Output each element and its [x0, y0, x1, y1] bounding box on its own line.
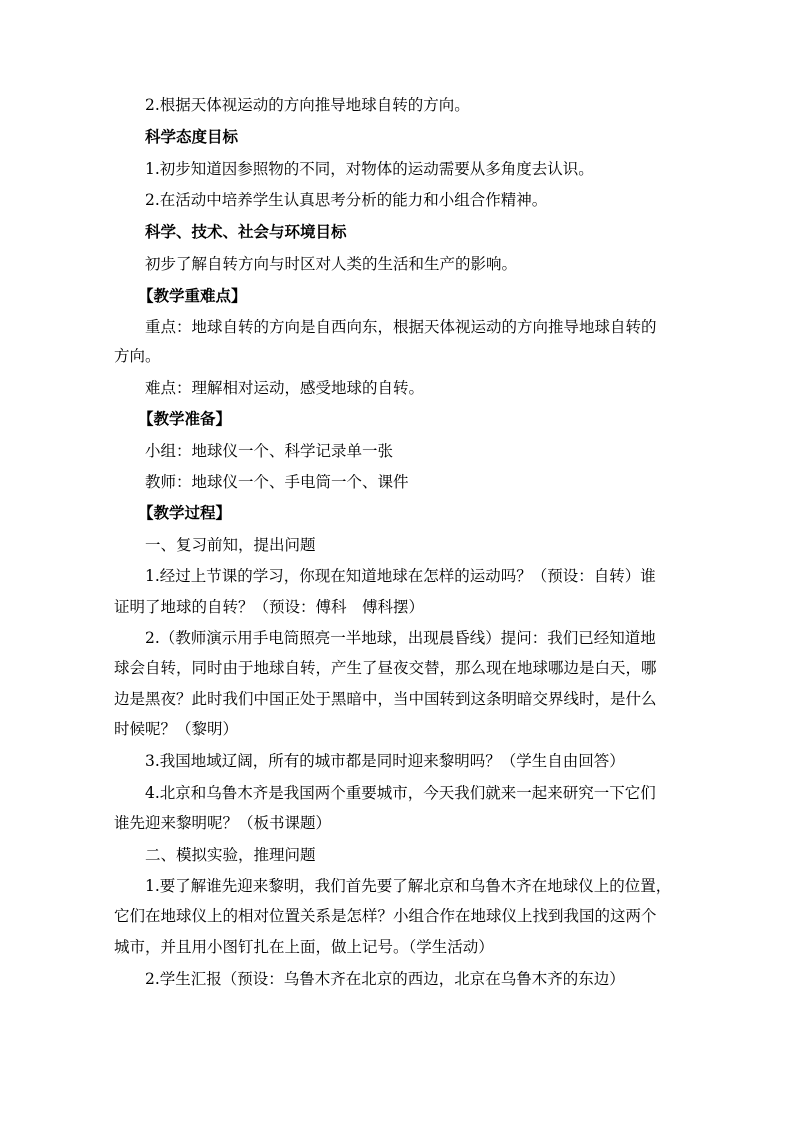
body-text: 谁先迎来黎明呢？（板书课题） — [114, 814, 332, 832]
body-text: 3.我国地域辽阔，所有的城市都是同时迎来黎明吗？（学生自由回答） — [145, 752, 625, 770]
section-heading: 科学、技术、社会与环境目标 — [145, 222, 347, 241]
body-text: 1.初步知道因参照物的不同，对物体的运动需要从多角度去认识。 — [145, 160, 594, 178]
body-text: 一、复习前知，提出问题 — [145, 536, 316, 554]
body-text: 初步了解自转方向与时区对人类的生活和生产的影响。 — [145, 255, 518, 273]
section-heading: 【教学过程】 — [138, 503, 232, 522]
body-text: 证明了地球的自转？（预设：傅科 傅科摆） — [114, 598, 425, 616]
body-text: 1.经过上节课的学习，你现在知道地球在怎样的运动吗？（预设：自转）谁 — [145, 567, 656, 585]
section-heading: 科学态度目标 — [145, 127, 239, 146]
body-text: 边是黑夜？此时我们中国正处于黑暗中，当中国转到这条明暗交界线时，是什么 — [114, 690, 657, 708]
body-text: 2.根据天体视运动的方向推导地球自转的方向。 — [145, 96, 470, 114]
section-heading: 【教学重难点】 — [138, 286, 247, 305]
body-text: 2.在活动中培养学生认真思考分析的能力和小组合作精神。 — [145, 191, 548, 209]
body-text: 城市，并且用小图钉扎在上面，做上记号。（学生活动） — [114, 938, 494, 956]
body-text: 2.（教师演示用手电筒照亮一半地球，出现晨昏线）提问：我们已经知道地 — [145, 629, 656, 647]
body-text: 方向。 — [114, 347, 161, 365]
body-text: 1.要了解谁先迎来黎明，我们首先要了解北京和乌鲁木齐在地球仪上的位置， — [145, 877, 672, 895]
body-text: 2.学生汇报（预设：乌鲁木齐在北京的西边，北京在乌鲁木齐的东边） — [145, 970, 625, 988]
body-text: 它们在地球仪上的相对位置关系是怎样？小组合作在地球仪上找到我国的这两个 — [114, 907, 657, 925]
body-text: 难点：理解相对运动，感受地球的自转。 — [145, 379, 425, 397]
body-text: 时候呢？（黎明） — [114, 720, 239, 738]
body-text: 小组：地球仪一个、科学记录单一张 — [145, 442, 394, 460]
section-heading: 【教学准备】 — [138, 409, 232, 428]
body-text: 球会自转，同时由于地球自转，产生了昼夜交替，那么现在地球哪边是白天，哪 — [114, 659, 657, 677]
body-text: 4.北京和乌鲁木齐是我国两个重要城市，今天我们就来一起来研究一下它们 — [145, 784, 656, 802]
body-text: 教师：地球仪一个、手电筒一个、课件 — [145, 473, 409, 491]
body-text: 二、模拟实验，推理问题 — [145, 846, 316, 864]
body-text: 重点：地球自转的方向是自西向东，根据天体视运动的方向推导地球自转的 — [145, 318, 657, 336]
